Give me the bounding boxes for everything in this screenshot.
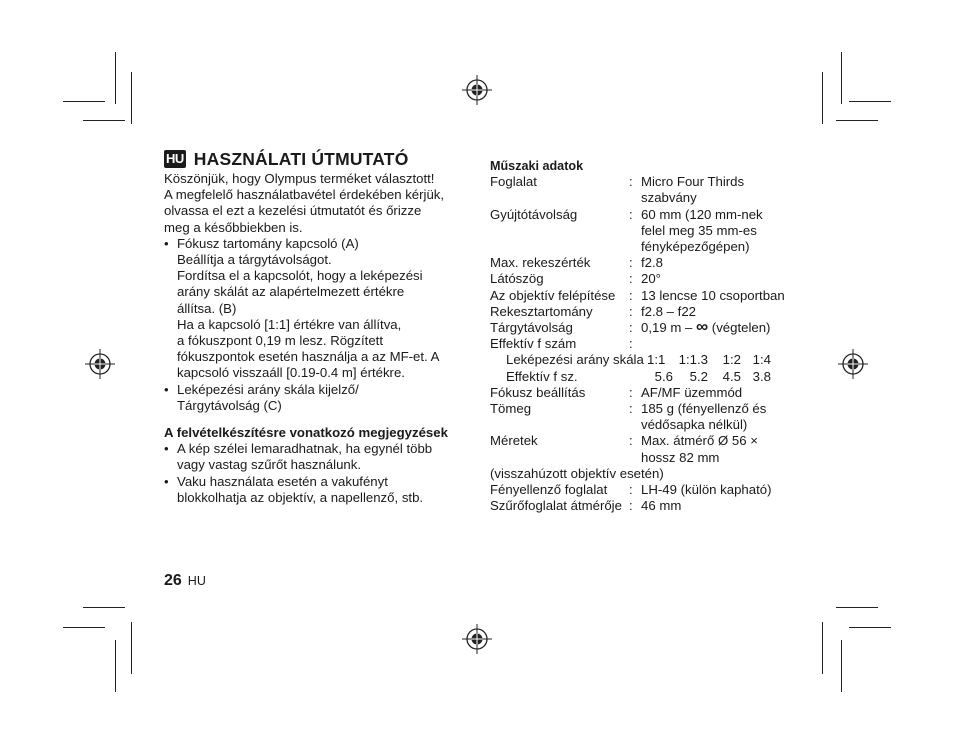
list-item-focus-switch [164,236,474,382]
page-footer [164,572,206,590]
spec-colon: : [629,401,633,417]
list-item-note [164,441,474,473]
spec-colon: : [629,498,633,514]
spec-value-line: védősapka nélkül) [641,417,748,433]
bullet-line: Fordítsa el a kapcsolót, hogy a leképezési [177,268,423,284]
crop-mark [822,622,823,674]
spec-colon: : [629,303,633,319]
spec-label: Fényellenző foglalat [490,482,608,498]
f-value: 3.8 [752,368,771,384]
list-item-ratio-scale [164,382,474,414]
spec-label: Fókusz beállítás [490,384,586,400]
bullet-line: • A kép szélei lemaradhatnak, ha egynél több [177,441,433,457]
spec-value-line: 185 g (fényellenző és [641,401,767,417]
crop-mark [83,607,125,608]
spec-colon: : [629,482,633,498]
bullet-line: a fókuszpont 0,19 m lesz. Rögzített [177,333,383,349]
ratio-value: 1:1 [647,352,666,368]
spec-value [641,207,810,256]
effective-f-label: Effektív f sz. [506,368,578,384]
spec-row-mount [490,174,810,206]
spec-value-line: felel meg 35 mm-es [641,222,757,238]
registration-mark-icon [462,624,492,654]
ratio-scale-label: Leképezési arány skála [506,352,644,368]
registration-mark-icon [838,349,868,379]
spec-colon: : [629,206,633,222]
crop-mark [115,52,116,104]
retracted-note: (visszahúzott objektív esetén) [490,465,664,481]
registration-mark-icon [85,349,115,379]
effective-f-row [490,369,810,385]
spec-row-weight [490,401,810,433]
instructions-column [164,150,474,506]
spec-row-focal-length [490,207,810,256]
spec-row-effective-f-number [490,336,810,352]
ratio-value: 1:4 [752,352,771,368]
distance-prefix: 0,19 m – [641,320,693,336]
spec-value-line: fényképezőgépen) [641,239,750,255]
ratio-value: 1:2 [722,352,741,368]
spec-colon: : [629,255,633,271]
crop-mark [841,640,842,692]
spec-label: Tömeg [490,401,532,417]
spec-value [641,433,810,465]
spec-colon: : [629,271,633,287]
spec-label: Az objektív felépítése [490,287,616,303]
spec-label: Tárgytávolság [490,320,573,336]
distance-suffix: (végtelen) [711,320,771,336]
f-value: 4.5 [722,368,741,384]
intro-line: meg a későbbiekben is. [164,219,303,235]
spec-colon: : [629,336,633,352]
spec-label: Látószög [490,271,544,287]
spec-colon: : [629,433,633,449]
crop-mark [836,120,878,121]
bullet-line: blokkolhatja az objektív, a napellenző, stb. [177,489,424,505]
spec-value: f2.8 – f22 [641,303,696,319]
bullet-line: arány skálát az alapértelmezett értékre [177,284,405,300]
page-title: HASZNÁLATI ÚTMUTATÓ [193,148,409,169]
bullet-line: Tárgytávolság (C) [177,397,282,413]
bullet-line: • Leképezési arány skála kijelző/ [177,381,359,397]
spec-value-line: Max. átmérő Ø 56 × [641,433,758,449]
spec-value: 20° [641,271,661,287]
intro-line: olvassa el ezt a kezelési útmutatót és őrizze [164,203,422,219]
f-value: 5.2 [689,368,708,384]
spec-row-filter-diameter [490,498,810,514]
bullet-line: Ha a kapcsoló [1:1] értékre van állítva, [177,316,402,332]
spec-label: Méretek [490,433,538,449]
spec-row-lens-construction [490,288,810,304]
bullet-line: • Vaku használata esetén a vakufényt [177,473,388,489]
spec-value: 46 mm [641,498,682,514]
crop-mark [849,627,891,628]
specifications-column [490,158,810,514]
spec-row-focusing [490,385,810,401]
spec-value-line: hossz 82 mm [641,449,720,465]
infinity-icon: ∞ [696,317,709,337]
bullet-line: Beállítja a tárgytávolságot. [177,252,332,268]
spec-value-line: 60 mm (120 mm-nek [641,206,763,222]
f-value: 5.6 [654,368,673,384]
effective-f-values [647,369,771,385]
bullet-line: fókuszpontok esetén használja a az MF-et. A [177,349,440,365]
ratio-value: 1:1.3 [678,352,708,368]
page-number: 26 [164,572,182,589]
crop-mark [83,120,125,121]
crop-mark [115,640,116,692]
crop-mark [841,52,842,104]
crop-mark [822,72,823,124]
crop-mark [63,627,105,628]
notes-heading: A felvételkészítésre vonatkozó megjegyzések [164,425,448,441]
intro-line: Köszönjük, hogy Olympus terméket választott! [164,171,435,186]
spec-value [641,317,810,337]
spec-row-aperture-range [490,304,810,320]
list-item-note [164,474,474,506]
spec-label: Effektív f szám [490,336,577,352]
spec-value: LH-49 (külön kapható) [641,482,772,498]
spec-label: Szűrőfoglalat átmérője [490,498,622,514]
spec-row-max-aperture [490,255,810,271]
spec-label: Foglalat [490,174,537,190]
registration-mark-icon [462,75,492,105]
spec-value: 13 lencse 10 csoportban [641,287,785,303]
spec-colon: : [629,384,633,400]
page-language: HU [187,574,206,588]
spec-label: Gyújtótávolság [490,206,578,222]
language-badge: HU [166,151,184,166]
crop-mark [131,72,132,124]
section-header [164,150,474,168]
spec-colon: : [629,320,633,336]
bullet-line: kapcsoló visszaáll [0.19-0.4 m] értékre. [177,365,405,381]
spec-value: f2.8 [641,255,663,271]
spec-row-angle-of-view [490,271,810,287]
crop-mark [63,101,105,102]
crop-mark [849,101,891,102]
bullet-line: vagy vastag szűrőt használunk. [177,457,361,473]
specs-heading: Műszaki adatok [490,159,584,173]
spec-label: Max. rekeszérték [490,255,591,271]
spec-value [641,174,810,206]
ratio-scale-values [647,352,771,368]
bullet-line: • Fókusz tartomány kapcsoló (A) [177,235,359,251]
spec-row-shooting-distance [490,317,810,337]
spec-value [641,401,810,433]
spec-label: Rekesztartomány [490,303,593,319]
spec-value-line: szabvány [641,190,697,206]
spec-row-hood-mount [490,482,810,498]
crop-mark [836,607,878,608]
spec-value: AF/MF üzemmód [641,384,743,400]
spec-colon: : [629,287,633,303]
ratio-scale-row [490,352,810,368]
intro-line: A megfelelő használatbavétel érdekében kérjük, [164,187,445,203]
spec-row-dimensions [490,433,810,465]
crop-mark [131,622,132,674]
spec-colon: : [629,174,633,190]
spec-value-line: Micro Four Thirds [641,174,745,190]
bullet-line: állítsa. (B) [177,300,237,316]
